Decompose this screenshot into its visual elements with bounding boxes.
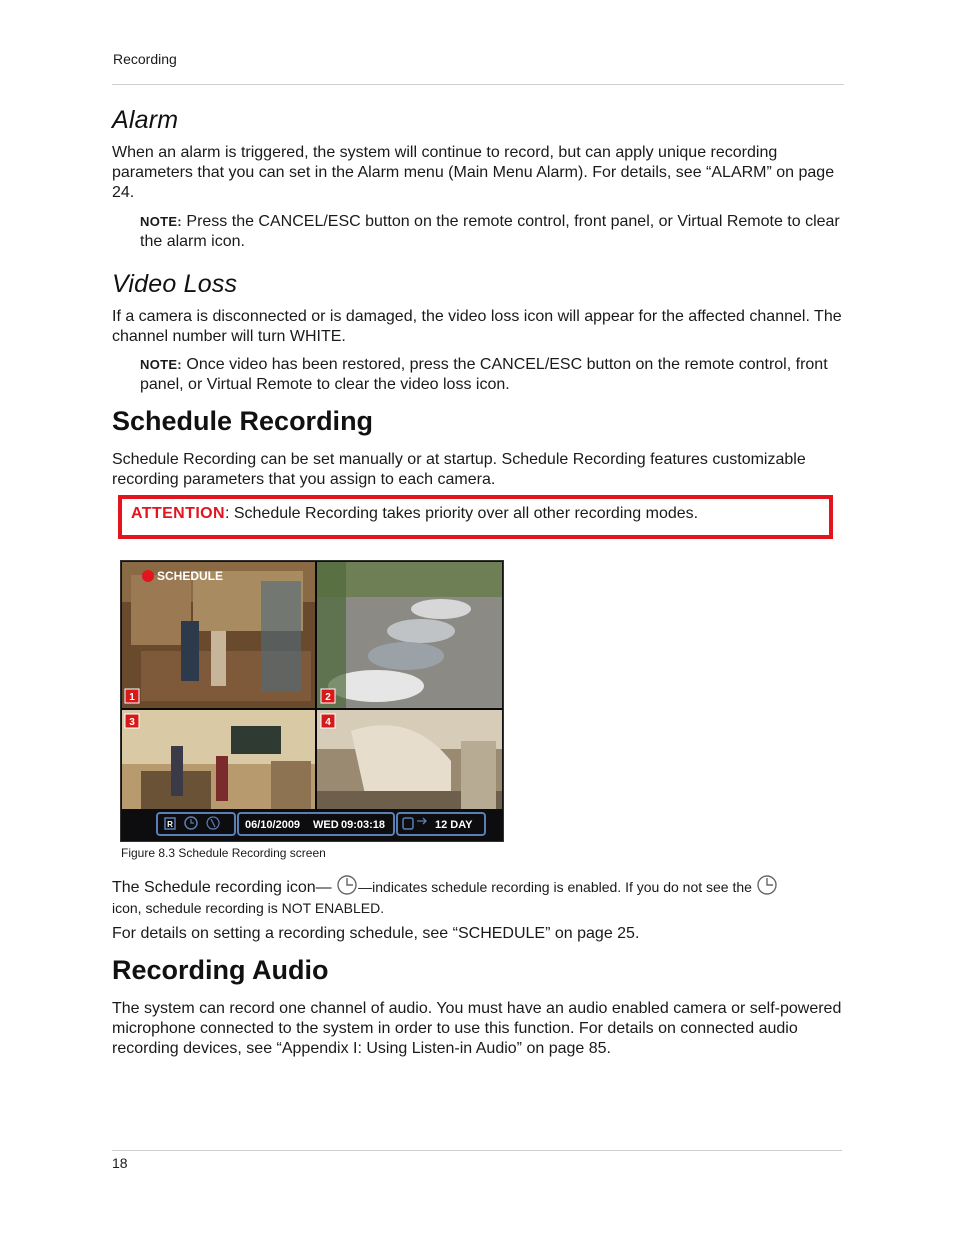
alarm-note — [140, 212, 845, 252]
record-dot-icon — [142, 570, 154, 582]
icon-sentence-start: The Schedule recording icon— — [112, 879, 332, 896]
schedule-label: SCHEDULE — [157, 569, 224, 583]
channel-number: 3 — [129, 717, 135, 728]
alarm-heading: Alarm — [112, 106, 179, 134]
status-days-remaining: 12 DAY — [435, 819, 473, 831]
icon-explanation — [112, 874, 847, 919]
channel-number: 4 — [325, 717, 331, 728]
header-rule — [112, 84, 844, 85]
channel-number: 1 — [129, 692, 135, 703]
grid-divider-horizontal — [121, 708, 503, 710]
note-text: Once video has been restored, press the CANCEL/ESC button on the remote control, front panel, or Virtual Remote to clear the video loss icon. — [140, 356, 828, 393]
channel-badge-1 — [125, 689, 139, 703]
channel-2-feed — [316, 562, 502, 708]
schedule-recording-heading: Schedule Recording — [112, 406, 374, 436]
icon-sentence-end: icon, schedule recording is NOT ENABLED. — [112, 900, 385, 916]
dvr-status-bar — [121, 809, 503, 841]
attention-message: : Schedule Recording takes priority over all other recording modes. — [224, 505, 699, 522]
dvr-quad-view — [121, 561, 503, 841]
note-label: NOTE: — [140, 214, 182, 229]
schedule-clock-icon — [756, 874, 778, 896]
status-time: 09:03:18 — [341, 819, 386, 831]
video-loss-paragraph: If a camera is disconnected or is damaged, the video loss icon will appear for the affected channel. The channel number will turn WHITE. — [112, 308, 842, 345]
channel-1-feed — [122, 562, 315, 708]
schedule-details-paragraph: For details on setting a recording schedule, see “SCHEDULE” on page 25. — [112, 925, 640, 942]
note-text: Press the CANCEL/ESC button on the remote control, front panel, or Virtual Remote to clear the alarm icon. — [140, 213, 840, 250]
page-number: 18 — [112, 1155, 128, 1171]
channel-number: 2 — [325, 692, 331, 703]
attention-box — [118, 495, 833, 539]
channel-badge-2 — [321, 689, 335, 703]
schedule-recording-paragraph: Schedule Recording can be set manually or at startup. Schedule Recording features customizable recording parameters that you assign to each camera. — [112, 451, 806, 488]
channel-badge-4 — [321, 714, 335, 728]
grid-divider-vertical — [315, 561, 317, 841]
status-date: 06/10/2009 — [245, 819, 301, 831]
footer-rule — [112, 1150, 842, 1151]
attention-label: ATTENTION — [131, 505, 225, 522]
schedule-clock-icon — [336, 874, 358, 896]
icon-sentence-mid: —indicates schedule recording is enabled. If you do not see the — [358, 879, 752, 895]
video-loss-note — [140, 355, 845, 395]
video-loss-heading: Video Loss — [112, 270, 238, 298]
schedule-recording-screenshot — [120, 560, 504, 842]
status-weekday: WED — [313, 819, 339, 831]
running-header: Recording — [113, 51, 177, 67]
figure-caption: Figure 8.3 Schedule Recording screen — [121, 846, 326, 860]
channel-badge-3 — [125, 714, 139, 728]
recording-audio-heading: Recording Audio — [112, 955, 329, 985]
attention-text — [131, 504, 698, 524]
recording-audio-paragraph: The system can record one channel of audio. You must have an audio enabled camera or self-powered microphone connected to the system in order to use this function. For details on connected audio recording devices, see “Appendix I: Using Listen-in Audio” on page 85. — [112, 1000, 842, 1057]
mode-indicator: R — [167, 820, 173, 829]
note-label: NOTE: — [140, 357, 182, 372]
alarm-paragraph: When an alarm is triggered, the system will continue to record, but can apply unique recording parameters that you can set in the Alarm menu (Main Menu Alarm). For details, see “ALARM” on page 24. — [112, 144, 835, 201]
